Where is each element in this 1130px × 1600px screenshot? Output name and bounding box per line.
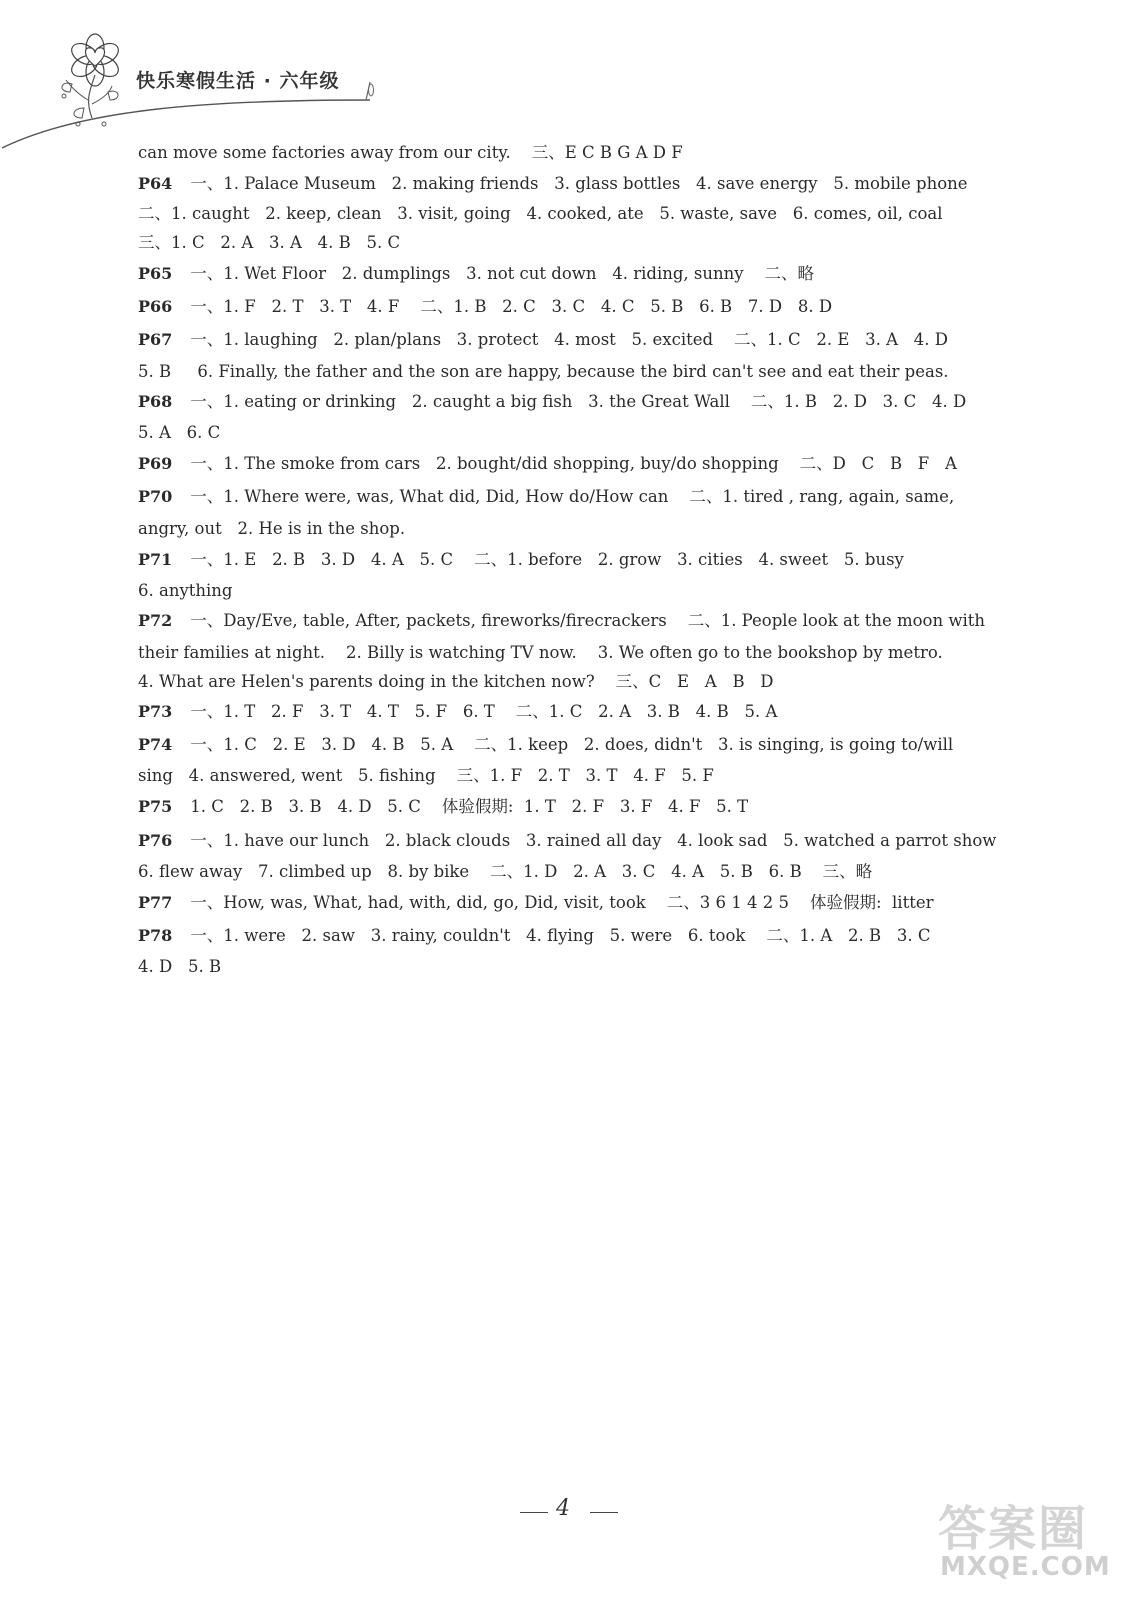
answer-line	[138, 925, 1010, 947]
footer-rule-right	[590, 1512, 618, 1513]
answer-line	[138, 453, 1010, 475]
answer-line	[138, 142, 1010, 164]
page-ref-label: P74	[138, 735, 173, 754]
answer-text: 一、1. laughing 2. plan/plans 3. protect 4. most 5. excited 二、1. C 2. E 3. A 4. D	[190, 330, 949, 349]
answer-line	[138, 518, 1010, 540]
answer-line	[138, 329, 1010, 351]
answer-line	[138, 580, 1010, 602]
answer-text: 一、1. were 2. saw 3. rainy, couldn't 4. flying 5. were 6. took 二、1. A 2. B 3. C	[190, 926, 931, 945]
answer-text: 一、How, was, What, had, with, did, go, Did, visit, took 二、3 6 1 4 2 5 体验假期: litter	[190, 893, 934, 912]
answer-text: 5. B 6. Finally, the father and the son are happy, because the bird can't see and eat their peas.	[138, 362, 949, 381]
answer-line	[138, 734, 1010, 756]
answer-line	[138, 232, 1010, 254]
watermark	[930, 1490, 1120, 1595]
page-ref-label: P73	[138, 702, 173, 721]
book-title: 快乐寒假生活 · 六年级	[136, 70, 340, 92]
page-ref-label: P70	[138, 487, 173, 506]
watermark-en: MXQE.COM	[940, 1552, 1111, 1582]
answer-line	[138, 203, 1010, 225]
watermark-cn: 答案圈	[938, 1501, 1089, 1557]
page-ref-label: P72	[138, 611, 173, 630]
answer-line	[138, 486, 1010, 508]
answer-text: 6. anything	[138, 581, 233, 600]
answer-line	[138, 956, 1010, 978]
page-ref-label: P75	[138, 797, 173, 816]
answer-line	[138, 765, 1010, 787]
answer-text: 一、1. F 2. T 3. T 4. F 二、1. B 2. C 3. C 4. C 5. B 6. B 7. D 8. D	[190, 297, 833, 316]
page-ref-label: P77	[138, 893, 173, 912]
answer-line	[138, 173, 1010, 195]
answer-text: 一、1. C 2. E 3. D 4. B 5. A 二、1. keep 2. does, didn't 3. is singing, is going to/will	[190, 735, 954, 754]
answer-text: 一、Day/Eve, table, After, packets, fireworks/firecrackers 二、1. People look at the moon with	[190, 611, 986, 630]
answer-line	[138, 549, 1010, 571]
page-number: 4	[556, 1496, 570, 1521]
page-ref-label: P69	[138, 454, 173, 473]
answer-line	[138, 361, 1010, 383]
answer-line	[138, 671, 1010, 693]
answer-line	[138, 892, 1010, 914]
answer-line	[138, 296, 1010, 318]
answer-text: angry, out 2. He is in the shop.	[138, 519, 406, 538]
answer-line	[138, 263, 1010, 285]
answer-text: 一、1. have our lunch 2. black clouds 3. rained all day 4. look sad 5. watched a parrot show	[190, 831, 997, 850]
answer-line	[138, 391, 1010, 413]
answer-text: 5. A 6. C	[138, 423, 221, 442]
answer-text: 6. flew away 7. climbed up 8. by bike 二、1. D 2. A 3. C 4. A 5. B 6. B 三、略	[138, 862, 873, 881]
answer-text: 三、1. C 2. A 3. A 4. B 5. C	[138, 233, 401, 252]
page-ref-label: P68	[138, 392, 173, 411]
answer-text: 一、1. Palace Museum 2. making friends 3. glass bottles 4. save energy 5. mobile phone	[190, 174, 968, 193]
answer-text: 4. What are Helen's parents doing in the kitchen now? 三、C E A B D	[138, 672, 774, 691]
footer-rule-left	[520, 1512, 548, 1513]
answer-text: 4. D 5. B	[138, 957, 222, 976]
page-ref-label: P66	[138, 297, 173, 316]
answer-text: 一、1. Where were, was, What did, Did, How do/How can 二、1. tired , rang, again, same,	[190, 487, 955, 506]
answer-text: 一、1. T 2. F 3. T 4. T 5. F 6. T 二、1. C 2. A 3. B 4. B 5. A	[190, 702, 778, 721]
answer-text: sing 4. answered, went 5. fishing 三、1. F 2. T 3. T 4. F 5. F	[138, 766, 714, 785]
answer-line	[138, 796, 1010, 818]
page-ref-label: P65	[138, 264, 173, 283]
page-ref-label: P78	[138, 926, 173, 945]
page-ref-label: P64	[138, 174, 173, 193]
page-ref-label: P67	[138, 330, 173, 349]
answer-line	[138, 642, 1010, 664]
page-header	[0, 0, 1130, 150]
page-ref-label: P76	[138, 831, 173, 850]
answer-text: can move some factories away from our city. 三、E C B G A D F	[138, 143, 683, 162]
answer-line	[138, 861, 1010, 883]
answer-text: 一、1. eating or drinking 2. caught a big fish 3. the Great Wall 二、1. B 2. D 3. C 4. D	[190, 392, 967, 411]
answer-text: 一、1. E 2. B 3. D 4. A 5. C 二、1. before 2. grow 3. cities 4. sweet 5. busy	[190, 550, 904, 569]
answer-line	[138, 701, 1010, 723]
answer-line	[138, 830, 1010, 852]
answer-line	[138, 610, 1010, 632]
answer-text: their families at night. 2. Billy is watching TV now. 3. We often go to the bookshop by metro.	[138, 643, 943, 662]
answer-text: 一、1. Wet Floor 2. dumplings 3. not cut down 4. riding, sunny 二、略	[190, 264, 815, 283]
answer-text: 二、1. caught 2. keep, clean 3. visit, going 4. cooked, ate 5. waste, save 6. comes, oil, coal	[138, 204, 943, 223]
answer-line	[138, 422, 1010, 444]
answer-text: 1. C 2. B 3. B 4. D 5. C 体验假期: 1. T 2. F 3. F 4. F 5. T	[190, 797, 749, 816]
answer-text: 一、1. The smoke from cars 2. bought/did shopping, buy/do shopping 二、D C B F A	[190, 454, 957, 473]
page-ref-label: P71	[138, 550, 173, 569]
